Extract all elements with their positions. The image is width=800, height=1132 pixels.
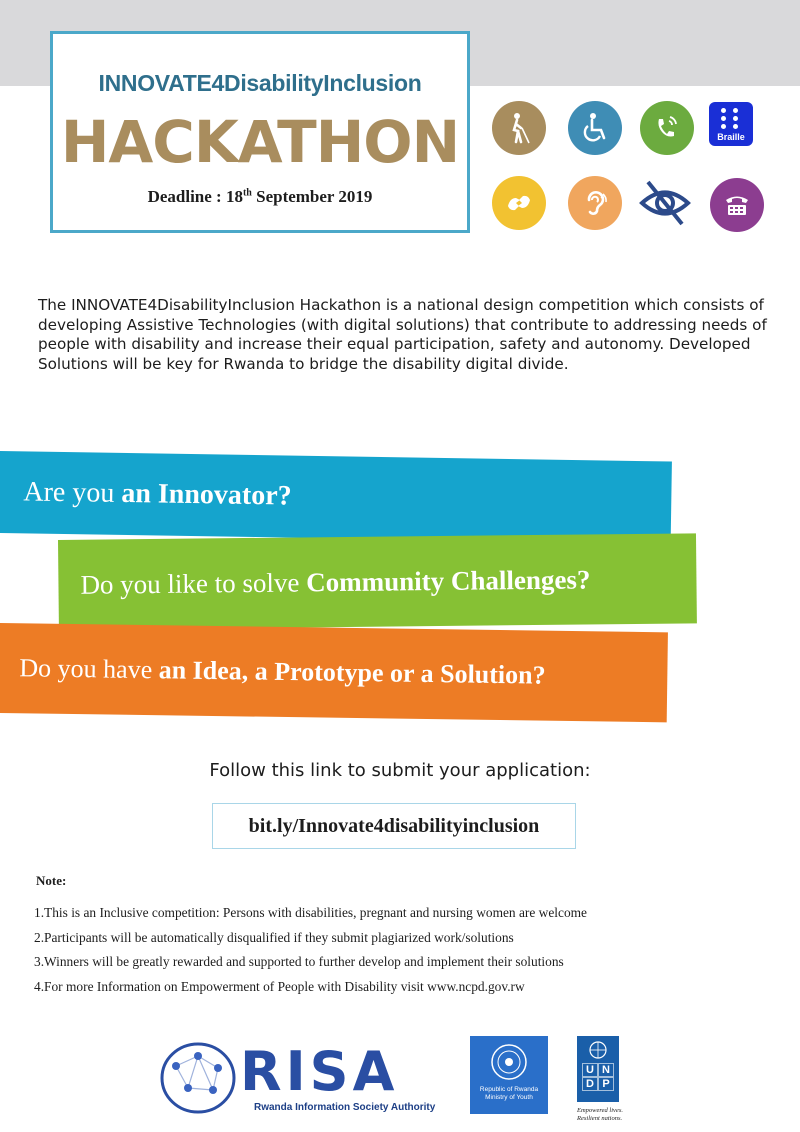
sign-language-icon: [492, 176, 546, 230]
blind-person-cane-icon: [492, 101, 546, 155]
band-community-challenges: Do you like to solve Community Challenges?: [58, 533, 697, 630]
follow-link-text: Follow this link to submit your application:: [209, 760, 591, 781]
braille-label: Braille: [717, 132, 745, 142]
phone-volume-icon: [640, 101, 694, 155]
hearing-assist-icon: [568, 176, 622, 230]
hackathon-title: HACKATHON: [60, 108, 460, 176]
campaign-title: INNOVATE4DisabilityInclusion: [98, 70, 422, 96]
undp-logo: U N D P Empowered lives. Resilient nations.: [577, 1036, 635, 1126]
deadline: Deadline : 18th September 2019: [147, 187, 373, 206]
rwanda-seal-icon: [489, 1042, 529, 1082]
risa-subtitle: Rwanda Information Society Authority: [254, 1102, 436, 1113]
note-item: 1.This is an Inclusive competition: Persons with disabilities, pregnant and nursing women are welcome: [34, 905, 587, 920]
application-link[interactable]: bit.ly/Innovate4disabilityinclusion: [212, 803, 576, 849]
note-item: 4.For more Information on Empowerment of People with Disability visit www.ncpd.gov.rw: [34, 979, 525, 995]
tty-icon: [710, 178, 764, 232]
intro-paragraph: The INNOVATE4DisabilityInclusion Hackathon is a national design competition which consists of developing Assistive Technologies (with digital solutions) that contribute to addressing needs of people with disability and increase their equal participation, safety and autonomy. Developed Solutions will be key for Rwanda to bridge the disability digital divide.: [38, 296, 767, 373]
band-idea-prototype: Do you have an Idea, a Prototype or a Solution?: [0, 623, 668, 722]
risa-wordmark: RISA: [240, 1040, 399, 1103]
note-item: 3.Winners will be greatly rewarded and supported to further develop and implement their solutions: [34, 954, 564, 970]
title-box: [50, 31, 470, 233]
network-globe-icon: [158, 1038, 238, 1116]
risa-logo: [158, 1038, 438, 1116]
wheelchair-icon: [568, 101, 622, 155]
low-vision-eye-icon: [638, 176, 692, 230]
rwanda-ministry-logo: Republic of Rwanda Ministry of Youth: [470, 1036, 548, 1114]
note-title: Note:: [36, 873, 67, 888]
note-item: 2.Participants will be automatically disqualified if they submit plagiarized work/solutions: [34, 929, 514, 945]
braille-icon: [709, 102, 753, 146]
note-list: [34, 901, 774, 1000]
band-innovator: Are you an Innovator?: [0, 451, 672, 544]
un-emblem-icon: [588, 1040, 608, 1060]
